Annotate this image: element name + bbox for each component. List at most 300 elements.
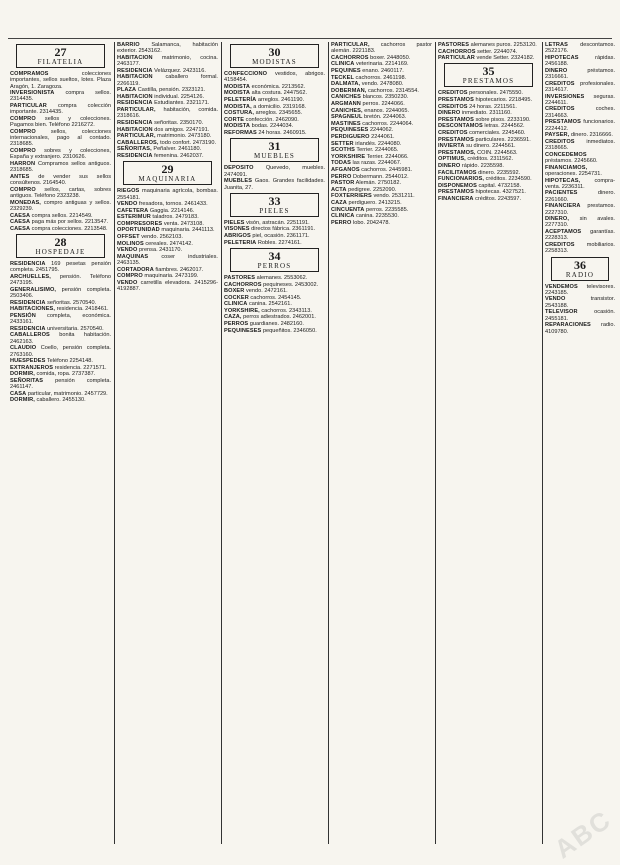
classified-ad — [117, 107, 218, 120]
ad-keyword: PEQUINESES — [224, 327, 262, 334]
classified-ad — [224, 282, 325, 288]
ad-text: alemanes puros. 2253120. — [470, 42, 537, 48]
ad-text: 2244062. — [369, 127, 394, 134]
classified-ad — [10, 200, 111, 213]
section-number: 33 — [268, 193, 281, 208]
classified-ad — [438, 42, 539, 48]
classified-ad — [117, 247, 218, 253]
ad-keyword: HUESPEDES — [10, 358, 46, 365]
ad-text: colecciones importantes, sellos sueltos, lotes. Plaza Aragón, 1. Zaragoza. — [10, 71, 111, 90]
ad-keyword: PACIENTES — [545, 190, 578, 197]
ad-keyword: TECKEL — [331, 74, 354, 81]
classified-ad — [224, 178, 325, 191]
ad-text: vestidos, abrigos. 4158454. — [224, 71, 325, 84]
classified-ad — [545, 139, 615, 152]
ad-keyword: PRESTAMOS — [438, 136, 474, 143]
ad-text: créditos. 2243597. — [475, 195, 522, 202]
classified-ad — [224, 275, 325, 281]
classified-ad — [10, 71, 111, 90]
classified-ad — [438, 137, 539, 143]
section-number: 36 — [574, 257, 586, 272]
classified-ad — [224, 314, 325, 320]
section-title: PIELES — [259, 206, 290, 215]
classified-ad — [545, 68, 615, 81]
ad-text: su dinero. 2244561. — [466, 143, 516, 150]
ad-text: compra-venta. 2236311. — [545, 177, 615, 190]
ad-text: sobres y colecciones, España y extranjero. 2310626. — [10, 148, 111, 161]
column-4 — [331, 42, 432, 846]
classified-ad — [224, 123, 325, 129]
classified-ad — [224, 240, 325, 246]
ad-keyword: REPARACIONES — [545, 322, 591, 329]
classified-ad — [224, 117, 325, 123]
ad-keyword: CREDITOS — [545, 80, 575, 87]
classified-ad — [224, 165, 325, 178]
ad-keyword: ARGMANN — [331, 101, 361, 108]
ad-text: vendo. 2562103. — [141, 234, 183, 241]
classified-ad — [331, 154, 432, 160]
ad-text: capital. 4732158. — [478, 182, 522, 189]
ad-text: fresadora, tornos. 2461433. — [138, 201, 208, 208]
ad-keyword: HARRON — [10, 160, 36, 167]
ad-keyword: RIEGOS — [117, 188, 140, 195]
ad-text: Dobermann. 2544012. — [352, 173, 409, 180]
classified-ad — [438, 110, 539, 116]
ad-keyword: PARTICULAR — [438, 55, 475, 62]
ad-keyword: YORKSHIRE — [331, 153, 366, 160]
ad-keyword: CABALLEROS, — [117, 139, 159, 146]
ad-keyword: HABITACION — [117, 54, 153, 61]
ad-keyword: COMPRO — [117, 273, 143, 280]
ad-text: de vender sus sellos consúltenos. 2164540. — [10, 173, 111, 187]
classified-ad — [438, 156, 539, 162]
classified-ad — [438, 163, 539, 169]
classified-ad — [10, 300, 111, 306]
ad-keyword: COSTURA, — [224, 110, 255, 117]
ad-keyword: CLINICA — [331, 61, 355, 68]
ad-text: comerciales. 2245460. — [469, 130, 526, 137]
ad-keyword: CAESA — [10, 219, 31, 226]
ad-keyword: SCOTHS — [331, 147, 355, 154]
ad-text: sellos y colecciones. Pagamos bien. Teléfono 2216272. — [10, 115, 111, 129]
section-header — [16, 234, 105, 258]
classified-ad — [331, 207, 432, 213]
classified-ad — [545, 119, 615, 132]
ad-keyword: DALMATA, — [331, 81, 361, 88]
ad-keyword: CORTADORA — [117, 266, 154, 273]
classified-ad — [438, 104, 539, 110]
ad-text: enanos. 2244065. — [364, 107, 410, 114]
ad-keyword: ANTES — [10, 173, 30, 180]
ad-text: inmediato. 2311160. — [461, 110, 512, 117]
ad-keyword: CINCUENTA — [331, 206, 365, 213]
column-rule — [542, 42, 543, 844]
ad-text: carretilla elevadora. 2415296-4192887. — [117, 279, 218, 293]
ad-text: enano. 2460117. — [362, 68, 404, 75]
section-header — [123, 161, 212, 185]
classified-ad — [331, 114, 432, 120]
ad-keyword: CREDITOS — [545, 241, 575, 248]
ad-keyword: MUEBLES — [224, 178, 253, 185]
ad-text: Gaggia. 2214146. — [149, 207, 195, 214]
ad-keyword: MOLINOS — [117, 240, 144, 247]
ad-keyword: RESIDENCIA — [10, 299, 46, 306]
classified-ad — [10, 161, 111, 174]
ad-keyword: HIPOTECAS, — [545, 177, 581, 184]
ad-keyword: CREDITOS — [438, 103, 468, 110]
ad-text: Compramos sellos antiguos. 2318685. — [10, 160, 111, 174]
ad-keyword: ESTERIMUR — [117, 214, 151, 221]
section-number: 31 — [268, 139, 281, 154]
classified-ad — [438, 183, 539, 189]
ad-text: matrimonio. 2473180. — [157, 133, 212, 140]
ad-text: fiambres. 2462017. — [155, 266, 204, 273]
ad-keyword: FINANCIERA — [545, 203, 581, 210]
ad-keyword: CAESA — [10, 225, 31, 232]
classified-ad — [331, 134, 432, 140]
ad-text: personales. 2475550. — [469, 90, 523, 97]
classified-ad — [224, 104, 325, 110]
classified-ad — [117, 227, 218, 233]
ad-keyword: CACHORROS — [224, 281, 262, 288]
ad-keyword: VENDO — [117, 247, 138, 254]
classified-ad — [117, 55, 218, 68]
ad-text: piel, ocasión. 2361171. — [252, 233, 310, 240]
classified-ad — [438, 143, 539, 149]
classified-ad — [10, 213, 111, 219]
section-header — [230, 44, 319, 68]
ad-keyword: PELETERIA — [224, 239, 257, 246]
ad-keyword: MODISTA — [224, 90, 251, 97]
classified-ad — [224, 288, 325, 294]
ad-text: cachorros. 2343113. — [261, 307, 312, 314]
classified-ad — [331, 160, 432, 166]
ad-text: universitaria. 2570540. — [47, 325, 104, 332]
ad-text: Terrier. 2244065. — [356, 147, 399, 154]
column-6 — [545, 42, 615, 846]
ad-text: préstamos. 2316661. — [545, 67, 615, 81]
classified-ad — [224, 301, 325, 307]
ad-keyword: BARRIO — [117, 42, 140, 48]
section-title: MAQUINARIA — [138, 175, 197, 184]
column-rule — [328, 42, 329, 844]
ad-text: perdiguero. 2413215. — [348, 199, 402, 206]
classified-ad — [10, 378, 111, 391]
ad-text: televisores. 2243185. — [545, 283, 615, 296]
ad-text: todo confort. 2473190. — [160, 139, 217, 146]
ad-text: cachorros pastor alemán. 2221183. — [331, 42, 432, 55]
ad-keyword: LETRAS — [545, 42, 568, 48]
classified-ad — [438, 130, 539, 136]
ad-keyword: MODISTA — [224, 123, 251, 130]
classified-ad — [331, 61, 432, 67]
ad-text: femenina. 2462037. — [154, 152, 204, 159]
ad-text: perros. 2235585. — [366, 206, 409, 213]
ad-keyword: HABITACION — [117, 93, 153, 100]
section-header — [230, 193, 319, 217]
ad-keyword: REFORMAS — [224, 130, 257, 137]
classified-ad — [117, 120, 218, 126]
classified-ad — [117, 221, 218, 227]
section-number: 28 — [54, 234, 67, 249]
ad-keyword: COMPRAMOS — [10, 71, 49, 77]
ad-keyword: HABITACIONES, — [10, 306, 56, 313]
ad-text: descontamos. 2522176. — [545, 42, 615, 55]
classified-ad — [331, 220, 432, 226]
ad-keyword: COMPRO — [10, 128, 36, 135]
ad-text: vendo. 2531211. — [373, 193, 415, 200]
classified-ad — [10, 313, 111, 326]
ad-keyword: CREDITOS — [438, 130, 468, 137]
ad-keyword: HABITACION — [117, 126, 153, 133]
ad-text: profesionales. 2314617. — [545, 80, 615, 93]
classified-ad — [224, 130, 325, 136]
classified-ad — [331, 81, 432, 87]
classified-ad — [224, 295, 325, 301]
classified-ad — [10, 345, 111, 358]
classified-ad — [10, 261, 111, 274]
ad-keyword: COMPRESORES — [117, 220, 163, 227]
ad-text: cachorros. 2461198. — [355, 74, 407, 81]
classified-ad — [224, 220, 325, 226]
ad-text: funcionarios. 2224412. — [545, 119, 615, 132]
ad-text: radio. 4109780. — [545, 322, 615, 335]
ad-keyword: PARTICULAR, — [117, 107, 156, 114]
classified-ad — [117, 234, 218, 240]
classified-ad — [224, 84, 325, 90]
ad-text: pequineses. 2453002. — [263, 281, 319, 288]
ad-keyword: MONEDAS, — [10, 199, 41, 206]
ad-text: ocasión. 2455181. — [545, 309, 615, 322]
ad-keyword: PELETERÍA — [224, 97, 257, 104]
classified-ad — [331, 55, 432, 61]
ad-keyword: ACTA — [331, 186, 347, 193]
ad-text: a domicilio. 2319168. — [253, 103, 307, 110]
section-header — [16, 44, 105, 68]
ad-keyword: RESIDENCIA — [10, 260, 46, 267]
classified-ad — [224, 321, 325, 327]
ad-keyword: DINERO — [438, 163, 461, 170]
ad-text: Salamanca, habitación exterior. 2543162. — [117, 42, 218, 55]
ad-text: Peñalver. 2461180. — [153, 146, 202, 153]
ad-text: coser industriales. 2463135. — [117, 253, 218, 267]
section-header — [230, 138, 319, 162]
ad-keyword: COMPRO — [10, 186, 36, 193]
ad-text: canina. 2542161. — [248, 301, 292, 308]
ad-text: préstamos. 2245660. — [545, 158, 598, 165]
classified-ad — [545, 203, 615, 216]
ad-keyword: TELEVISOR — [545, 309, 578, 316]
ad-keyword: CONCEDEMOS — [545, 151, 587, 158]
ad-text: sobre pisos. 2233190. — [475, 116, 531, 123]
ad-keyword: COMPRO — [10, 148, 36, 155]
section-number: 27 — [54, 45, 67, 59]
classified-ad — [224, 71, 325, 84]
ad-keyword: VENDO — [117, 279, 138, 286]
ad-text: mobiliarios. 2258313. — [545, 241, 615, 255]
ad-text: particular, matrimonio. 2457729. — [27, 390, 108, 397]
ad-keyword: PERRO — [331, 173, 352, 180]
ad-text: perros adiestrados. 2462001. — [243, 314, 316, 321]
classified-ad — [331, 213, 432, 219]
ad-keyword: PERDIGUERO — [331, 134, 370, 141]
ad-text: créditos. 2311562. — [467, 156, 514, 163]
classified-ad — [117, 273, 218, 279]
ad-keyword: PASTOR — [331, 180, 355, 187]
ad-keyword: PERRO — [331, 219, 352, 226]
ad-text: Coello, pensión completa. 2763160. — [10, 345, 111, 358]
column-rule — [435, 42, 436, 844]
ad-keyword: VENDEMOS — [545, 283, 578, 290]
ad-text: pensión. Teléfono 2473195. — [10, 273, 111, 287]
classified-ad — [117, 87, 218, 93]
ad-text: pensión completa. 2461147. — [10, 377, 111, 391]
section-title: HOSPEDAJE — [35, 247, 86, 256]
ad-text: dos amigos. 2247191. — [154, 126, 210, 133]
ad-keyword: OPTIMUS, — [438, 156, 466, 163]
ad-keyword: SEÑORITAS, — [117, 146, 152, 153]
ad-keyword: DESCONTAMOS — [438, 123, 483, 130]
ad-keyword: HABITACION — [117, 74, 153, 81]
ad-text: Alemán. 2750182. — [355, 180, 402, 187]
classified-ad — [545, 216, 615, 229]
ad-keyword: CABALLEROS — [10, 332, 50, 339]
ad-keyword: PIELES — [224, 219, 245, 226]
classified-ad — [10, 116, 111, 129]
classified-ad — [10, 174, 111, 187]
classified-ad — [10, 148, 111, 161]
classified-ad — [10, 358, 111, 364]
ad-text: directos fábrica. 2361191. — [251, 226, 316, 233]
classified-ad — [545, 55, 615, 68]
classified-ad — [117, 94, 218, 100]
ad-text: cachorros. 2314554. — [367, 87, 419, 94]
ad-text: bretón. 2244063. — [364, 114, 407, 121]
classified-ad — [545, 309, 615, 322]
ad-keyword: PEQUINESES — [331, 127, 369, 134]
classified-ad — [331, 127, 432, 133]
ad-keyword: FUNCIONARIOS, — [438, 176, 485, 183]
ad-keyword: DISPONEMOS — [438, 182, 477, 189]
classified-ad — [117, 100, 218, 106]
classified-ad — [10, 219, 111, 225]
ad-text: setter. 2244074. — [477, 48, 518, 55]
section-number: 30 — [268, 45, 281, 59]
ad-text: 24 horas. 2211561. — [469, 103, 517, 110]
ad-text: prestamos. 2227310. — [545, 203, 615, 216]
ad-text: COIN. 2244563. — [477, 149, 518, 156]
ad-text: lobo. 2042478. — [352, 219, 390, 226]
ad-keyword: MASTINES — [331, 120, 361, 127]
ad-keyword: FINANCIERA — [438, 195, 474, 202]
classified-ad — [117, 127, 218, 133]
ad-keyword: OPORTUNIDAD — [117, 227, 160, 234]
ad-text: económica. 2213562. — [251, 83, 306, 90]
classified-ad — [10, 306, 111, 312]
ad-keyword: INVERSIONES — [545, 93, 585, 100]
ad-text: particulares. 2236591. — [475, 136, 531, 143]
ad-keyword: EXTRANJEROS — [10, 364, 54, 371]
classified-ad — [545, 322, 615, 335]
ad-text: guardianes. 2482160. — [249, 321, 304, 328]
ad-text: irlandés. 2244080. — [355, 140, 402, 147]
ad-keyword: ABRIGOS — [224, 233, 251, 240]
ad-text: vende Setter. 2324182. — [476, 55, 535, 62]
classified-ad — [545, 242, 615, 255]
ad-text: completa, económica. 2433161. — [10, 312, 111, 326]
ad-keyword: CACHORROS — [438, 48, 476, 55]
classified-ad — [545, 284, 615, 297]
classified-ad — [117, 42, 218, 55]
section-title: RADIO — [565, 270, 595, 279]
classified-ad — [545, 296, 615, 309]
classified-ad — [438, 49, 539, 55]
ad-keyword: FACILITAMOS — [438, 169, 477, 176]
section-title: MODISTAS — [252, 58, 297, 66]
ad-keyword: DINERO, — [545, 216, 570, 223]
ad-text: Velázquez. 2423116. — [154, 67, 206, 74]
ad-text: sin avales. 2277310. — [545, 216, 615, 229]
ad-keyword: PASTORES — [224, 274, 256, 281]
classified-ad — [224, 97, 325, 103]
classified-ad — [545, 229, 615, 242]
classified-ad — [10, 287, 111, 300]
ad-keyword: CAZA, — [224, 314, 242, 321]
ad-text: Terrier. 2244066. — [366, 153, 409, 160]
classified-ad — [10, 103, 111, 116]
classified-ad — [10, 391, 111, 397]
ad-text: vendo. 2472161. — [245, 288, 288, 295]
ad-text: pedigree. 2252090. — [348, 186, 397, 193]
ad-text: 2244061. — [371, 134, 395, 141]
ad-text: inmediatos. 2318665. — [545, 138, 615, 152]
classified-ad — [117, 280, 218, 293]
classified-ad — [117, 208, 218, 214]
ad-text: bodas. 2244034. — [251, 123, 294, 130]
ad-keyword: HIPOTECAS — [545, 54, 579, 61]
classified-ad — [224, 90, 325, 96]
ad-text: sellos, cartas, sobres antiguos. Teléfono 2323238. — [10, 186, 111, 200]
ad-keyword: PEQUINES — [331, 68, 361, 75]
section-title: PRESTAMOS — [462, 77, 515, 86]
classified-ad — [545, 165, 615, 178]
ad-text: taladros. 2479183. — [152, 214, 199, 221]
ad-keyword: SEÑORITAS — [10, 377, 44, 384]
ad-keyword: PARTICULAR, — [117, 133, 156, 140]
ad-text: 169 pesetas pensión completa. 2451795. — [10, 260, 111, 274]
ad-text: blancos. 2350230. — [362, 94, 409, 101]
ad-text: Estudiantes. 2321171. — [154, 100, 210, 107]
section-header — [444, 63, 533, 87]
ad-keyword: CASA — [10, 390, 27, 397]
ad-keyword: MODISTA — [224, 83, 251, 90]
classified-ad — [438, 189, 539, 195]
ad-keyword: MAQUINAS — [117, 253, 149, 260]
classified-ad — [10, 226, 111, 232]
ad-text: sellos, colecciones internacionales, pago al contado. 2318685. — [10, 128, 111, 148]
ad-keyword: PRESTAMOS, — [438, 149, 476, 156]
column-5 — [438, 42, 539, 846]
ad-text: transistor. 2543188. — [545, 296, 615, 309]
classified-ad — [117, 74, 218, 87]
ad-text: letras. 2244562. — [484, 123, 525, 130]
ad-keyword: CLAUDIO — [10, 345, 37, 352]
ad-keyword: RESIDENCIA — [10, 325, 46, 332]
classified-ad — [331, 42, 432, 55]
classified-ad — [545, 132, 615, 138]
ad-keyword: FOXTERRIERS — [331, 193, 372, 200]
ad-keyword: OFFSET — [117, 234, 140, 241]
